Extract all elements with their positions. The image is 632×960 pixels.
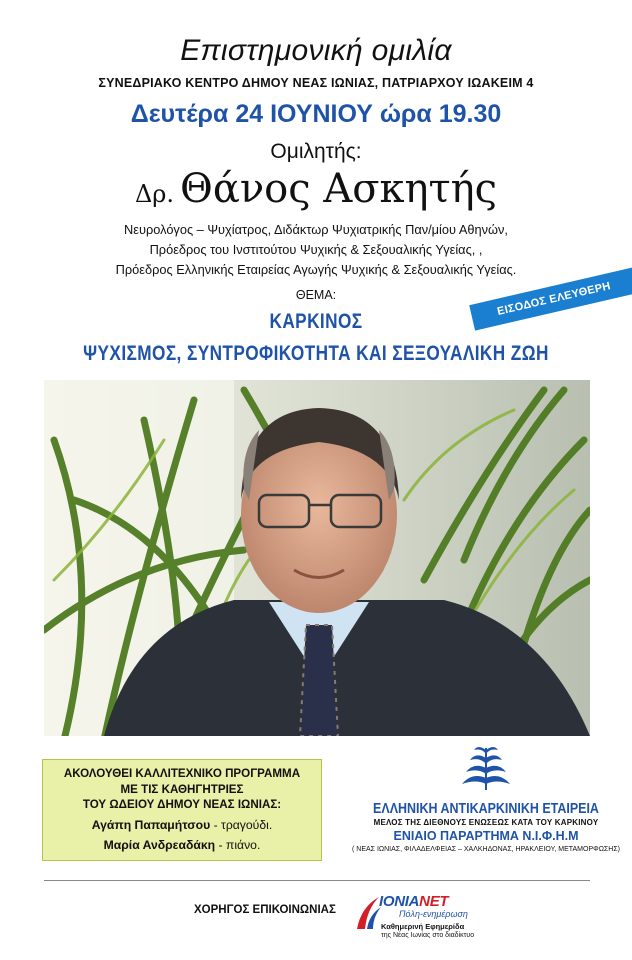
free-entry-badge: ΕΙΣΟΔΟΣ ΕΛΕΥΘΕΡΗ — [469, 267, 632, 330]
performer-name: Μαρία Ανδρεαδάκη — [103, 838, 216, 852]
performer-name: Αγάπη Παπαμήτσου — [91, 817, 211, 832]
program-line: ΑΚΟΛΟΥΘΕΙ ΚΑΛΛΙΤΕΧΝΙΚΟ ΠΡΟΓΡΑΜΜΑ — [63, 767, 301, 780]
speaker-credential: Πρόεδρος Ελληνικής Εταιρείας Αγωγής Ψυχικής & Σεξουαλικής Υγείας. — [115, 262, 517, 277]
anticancer-society-logo-icon — [456, 742, 516, 792]
event-venue: ΣΥΝΕΔΡΙΑΚΟ ΚΕΝΤΡΟ ΔΗΜΟΥ ΝΕΑΣ ΙΩΝΙΑΣ, ΠΑΤΡΙΑΡΧΟΥ ΙΩΑΚΕΙΜ 4 — [98, 76, 534, 90]
organization-branch: ΕΝΙΑΙΟ ΠΑΡΑΡΤΗΜΑ Ν.Ι.Φ.Η.Μ — [393, 829, 579, 843]
speaker-prefix: Δρ. — [134, 180, 175, 208]
speaker-credential: Πρόεδρος του Ινστιτούτου Ψυχικής & Σεξουαλικής Υγείας, , — [149, 242, 483, 257]
speaker-name: Θάνος Ασκητής — [180, 166, 498, 212]
sponsor-description: της Νέας Ιωνίας στο διαδίκτυο — [381, 932, 475, 939]
theme-line-2: ΨΥΧΙΣΜΟΣ, ΣΥΝΤΡΟΦΙΚΟΤΗΤΑ ΚΑΙ ΣΕΞΟΥΑΛΙΚΗ ΖΩΗ — [83, 342, 549, 365]
sponsor-name-part2: ΝΕΤ — [419, 893, 449, 910]
sponsor-name — [379, 893, 448, 910]
speaker-photo — [44, 380, 590, 736]
organization-block — [340, 742, 632, 853]
organization-areas: ( ΝΕΑΣ ΙΩΝΙΑΣ, ΦΙΛΑΔΕΛΦΕΙΑΣ – ΧΑΛΚΗΔΟΝΑΣ, ΗΡΑΚΛΕΙΟΥ, ΜΕΤΑΜΟΡΦΩΣΗΣ) — [352, 846, 620, 853]
sponsor-logo — [353, 893, 503, 951]
performer-role: - πιάνο. — [215, 838, 261, 852]
performer-row — [43, 838, 321, 854]
speaker-name-line — [0, 166, 632, 212]
footer-divider — [44, 880, 590, 881]
program-line: ΤΟΥ ΩΔΕΙΟΥ ΔΗΜΟΥ ΝΕΑΣ ΙΩΝΙΑΣ: — [82, 798, 282, 811]
program-box — [42, 759, 322, 861]
program-line: ΜΕ ΤΙΣ ΚΑΘΗΓΗΤΡΙΕΣ — [120, 782, 244, 796]
performer-role: - τραγούδι. — [210, 817, 273, 832]
theme-label: ΘΕΜΑ: — [295, 288, 337, 302]
organization-name: ΕΛΛΗΝΙΚΗ ΑΝΤΙΚΑΡΚΙΝΙΚΗ ΕΤΑΙΡΕΙΑ — [373, 801, 599, 817]
speaker-label: Ομιλητής: — [270, 140, 362, 163]
sponsor-name-part1: ΙΟΝΙΑ — [379, 893, 420, 910]
theme-line-1: ΚΑΡΚΙΝΟΣ — [269, 310, 363, 333]
performer-row — [43, 818, 321, 834]
speaker-credential: Νευρολόγος – Ψυχίατρος, Διδάκτωρ Ψυχιατρικής Παν/μίου Αθηνών, — [124, 222, 508, 237]
sponsor-tagline: Πόλη-ενημέρωση — [399, 909, 468, 919]
event-date: Δευτέρα 24 ΙΟΥΝΙΟΥ ώρα 19.30 — [130, 100, 502, 128]
organization-subtitle: ΜΕΛΟΣ ΤΗΣ ΔΙΕΘΝΟΥΣ ΕΝΩΣΕΩΣ ΚΑΤΑ ΤΟΥ ΚΑΡΚΙΝΟΥ — [373, 818, 599, 827]
sponsor-label: ΧΟΡΗΓΟΣ ΕΠΙΚΟΙΝΩΝΙΑΣ — [194, 904, 336, 916]
sponsor-description: Καθημερινή Εφημερίδα — [381, 922, 465, 931]
event-title: Επιστημονική ομιλία — [180, 34, 452, 67]
